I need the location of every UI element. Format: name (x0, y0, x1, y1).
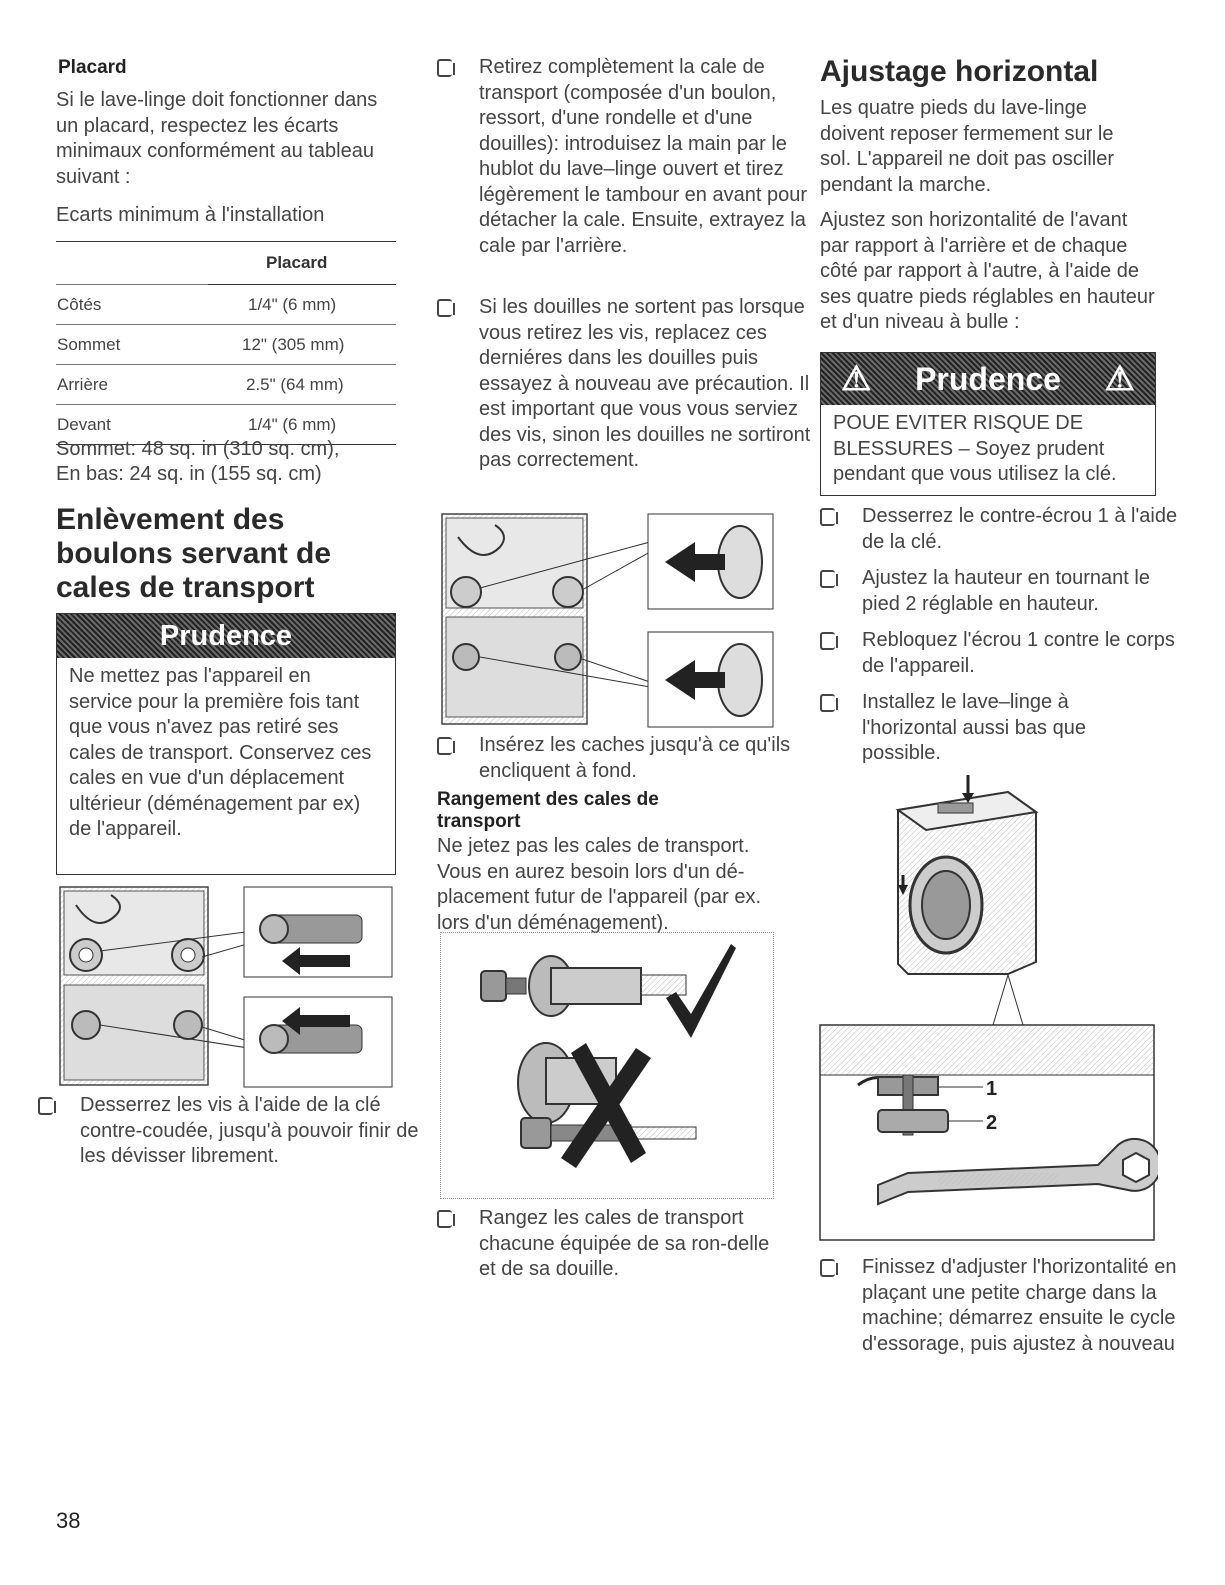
step-remove-bolt (437, 55, 834, 259)
ajustage-para-2: Ajustez son horizontalité de l'avant par rapport à l'arrière et de chaque côté par rapport à l'autre, à l'aide de ses quatre pieds réglables en hauteur et d'un niveau à bulle : (820, 209, 1155, 333)
table-header-row (56, 242, 396, 285)
placard-heading: Placard (58, 57, 127, 78)
table-cell-value: 1/4" (6 mm) (208, 405, 396, 445)
callout-1: 1 (986, 1078, 998, 1100)
ajustage-para-1: Les quatre pieds du lave-linge doivent reposer fermement sur le sol. L'appareil ne doit pas osciller pendant la marche. (820, 97, 1114, 196)
table-cell-value: 12" (305 mm) (208, 325, 396, 365)
table-header: Placard (208, 242, 396, 285)
step-text: Rebloquez l'écrou (862, 629, 1028, 651)
checkbox-icon[interactable] (38, 1097, 53, 1115)
checkbox-icon[interactable] (820, 1259, 835, 1277)
section-title-line: Enlèvement des (56, 503, 285, 536)
table-cell-label: Arrière (56, 365, 208, 405)
checkbox-icon[interactable] (820, 508, 835, 526)
warning-text: Ne mettez pas l'appareil en service pour la première fois tant que vous n'avez pas retiré ses cales de transport. Conservez ces cales en vue d'un déplacement ultérieur (déménagement par ex) de l'appareil. (69, 665, 372, 840)
section-title (56, 503, 401, 605)
table-row (56, 285, 396, 325)
step-text: Insérez les caches jusqu'à ce qu'ils encliquent à fond. (479, 734, 791, 782)
placard-paragraph: Si le lave-linge doit fonctionner dans un placard, respectez les écarts minimaux conformément au tableau suivant : (56, 89, 378, 188)
step-callout-number: 1 (1097, 505, 1109, 527)
step-text: Installez le lave–linge à l'horizontal aussi bas que possible. (862, 691, 1086, 764)
bas-note: En bas: 24 sq. in (155 sq. cm) (56, 463, 322, 485)
step-text: contre le corps de l'appareil. (862, 629, 1175, 677)
figure-cover-insertion (440, 512, 775, 732)
warning-triangle-icon: ⚠ (841, 360, 872, 398)
checkbox-icon[interactable] (437, 299, 452, 317)
table-cell-value: 2.5" (64 mm) (208, 365, 396, 405)
rangement-text: Ne jetez pas les cales de transport. Vous en aurez besoin lors d'un dé-placement futur de l'appareil (par ex. lors d'un déménagement). (437, 835, 761, 934)
step-text: à l'aide de la clé. (862, 505, 1178, 553)
warning-title: Prudence (915, 361, 1061, 397)
step-loosen-screws (38, 1093, 420, 1170)
table-row (56, 325, 396, 365)
washer-covers-illustration (440, 512, 775, 732)
step-text: Rangez les cales de transport chacune équipée de sa ron-delle et de sa douille. (479, 1207, 770, 1280)
table-row (56, 365, 396, 405)
step-final-adjust (820, 1255, 1192, 1357)
callout-2: 2 (986, 1112, 998, 1134)
figure-leveling (818, 775, 1158, 1245)
sommet-note: Sommet: 48 sq. in (310 sq. cm), (56, 438, 340, 460)
step-text: Desserrez le contre-écrou (862, 505, 1098, 527)
warning-text: POUE EVITER RISQUE DE BLESSURES – Soyez prudent pendant que vous utilisez la clé. (833, 412, 1117, 485)
section-title-line: cales de transport (56, 571, 315, 604)
checkbox-icon[interactable] (437, 737, 452, 755)
checkbox-icon[interactable] (820, 632, 835, 650)
step-callout-number: 2 (905, 592, 917, 615)
table-cell-label: Sommet (56, 325, 208, 365)
checkbox-icon[interactable] (437, 59, 452, 77)
figure-bolt-removal (56, 885, 396, 1090)
step-adjust-height (820, 566, 1192, 617)
step-callout-number: 1 (1027, 629, 1039, 651)
washer-back-illustration (56, 885, 396, 1090)
figure-storage (440, 932, 774, 1199)
section-title-line: boulons servant de (56, 537, 332, 570)
step-install-level (820, 690, 1122, 767)
page-number: 38 (56, 1508, 81, 1533)
table-cell-label: Côtés (56, 285, 208, 325)
washer-leveling-illustration (818, 775, 1158, 1245)
warning-header (57, 614, 395, 658)
clearance-table (56, 241, 396, 445)
table-cell-label: Devant (56, 405, 208, 445)
step-text: Ajustez la hauteur en tournant le pied (862, 567, 1150, 615)
ecarts-label: Ecarts minimum à l'installation (56, 204, 325, 226)
step-text: Desserrez les vis à l'aide de la clé contre-coudée, jusqu'à pouvoir finir de les dévisser librement. (80, 1094, 419, 1167)
step-relock-nut (820, 628, 1192, 679)
step-text: Si les douilles ne sortent pas lorsque vous retirez les vis, replacez ces derniéres dans les douilles puis essayez à nouveau ave précaution. Il est important que vous vous serviez des vis, sinon les douilles ne sortiront pas correctement. (479, 296, 811, 471)
step-store-bolts (437, 1206, 779, 1283)
step-insert-caches (437, 733, 814, 784)
transport-bolts-illustration (441, 933, 773, 1198)
rangement-heading: Rangement des cales de transport (437, 789, 659, 832)
checkbox-icon[interactable] (820, 570, 835, 588)
checkbox-icon[interactable] (820, 694, 835, 712)
checkbox-icon[interactable] (437, 1210, 452, 1228)
step-text: Retirez complètement la cale de transport (composée d'un boulon, ressort, d'une rondelle et d'une douilles): introduisez la main par le hublot du lave–linge ouvert et tirez légèrement le tambour en avant pour détacher la cale. Ensuite, extrayez la cale par l'arrière. (479, 56, 807, 257)
warning-title: Prudence (159, 620, 293, 652)
warning-box (56, 613, 396, 875)
step-loosen-nut (820, 504, 1192, 555)
warning-box (820, 352, 1156, 496)
warning-header (821, 353, 1155, 405)
table-cell-value: 1/4" (6 mm) (208, 285, 396, 325)
step-text: réglable en hauteur. (916, 592, 1099, 615)
step-douilles (437, 295, 834, 474)
section-title-ajustage: Ajustage horizontal (820, 55, 1099, 88)
step-text: Finissez d'adjuster l'horizontalité en plaçant une petite charge dans la machine; démarrez ensuite le cycle d'essorage, puis ajustez à nouveau (862, 1256, 1177, 1355)
warning-triangle-icon: ⚠ (1104, 360, 1135, 398)
